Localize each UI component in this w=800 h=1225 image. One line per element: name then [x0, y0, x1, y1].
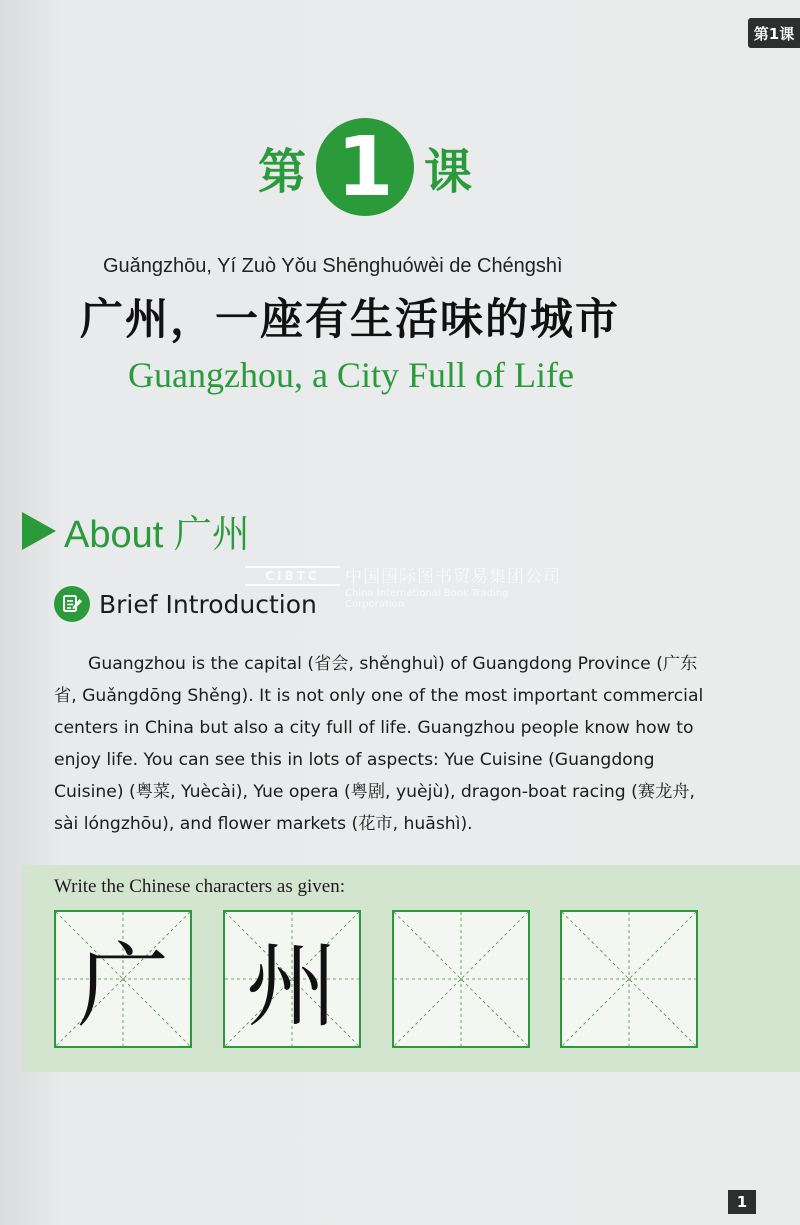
- note-pencil-icon: [54, 586, 90, 622]
- title-pinyin: Guǎngzhōu, Yí Zuò Yǒu Shēnghuówèi de Chéngshì: [103, 255, 563, 277]
- lesson-title-prefix: 第: [257, 143, 306, 200]
- intro-paragraph-text: Guangzhou is the capital (省会, shěnghuì) of Guangdong Province (广东省, Guǎngdōng Shěng). It is not only one of the most important commercial centers in China but also a city full of life. Guangzhou people know how to enjoy life. You can see this in lots of aspects: Yue Cuisine (Guangdong Cuisine) (粤菜, Yuècài), Yue opera (粤剧, yuèjù), dragon-boat racing (赛龙舟, sài lóngzhōu), and flower markets (花市, huāshì).: [54, 654, 704, 834]
- section-heading-text: About 广州: [64, 514, 250, 556]
- brief-heading: [54, 586, 317, 622]
- writing-grid-4[interactable]: [560, 910, 698, 1048]
- practice-instruction: Write the Chinese characters as given:: [54, 876, 345, 897]
- practice-character-2: 州: [245, 933, 338, 1040]
- lesson-number-badge: 1: [316, 118, 414, 216]
- intro-paragraph: [54, 648, 714, 840]
- writing-grid-2[interactable]: [223, 910, 361, 1048]
- triangle-bullet-icon: [22, 512, 56, 550]
- writing-grid-1[interactable]: [54, 910, 192, 1048]
- title-english: Guangzhou, a City Full of Life: [128, 355, 574, 395]
- lesson-tab: 第1课: [748, 18, 800, 48]
- title-chinese: 广州，一座有生活味的城市: [80, 295, 620, 345]
- practice-character-4: [562, 912, 696, 1046]
- section-heading: [22, 503, 250, 558]
- practice-character-3: [394, 912, 528, 1046]
- watermark-chinese: 中国国际图书贸易集团公司: [345, 567, 561, 587]
- practice-character-1: 广: [76, 933, 169, 1040]
- page-number: 1: [728, 1190, 756, 1214]
- brief-heading-text: Brief Introduction: [99, 589, 317, 619]
- lesson-title: [0, 118, 730, 216]
- watermark-logo: CIBTC: [245, 566, 340, 586]
- writing-grid-3[interactable]: [392, 910, 530, 1048]
- lesson-title-suffix: 课: [424, 143, 473, 200]
- watermark-english: China International Book Trading Corporation: [345, 588, 509, 610]
